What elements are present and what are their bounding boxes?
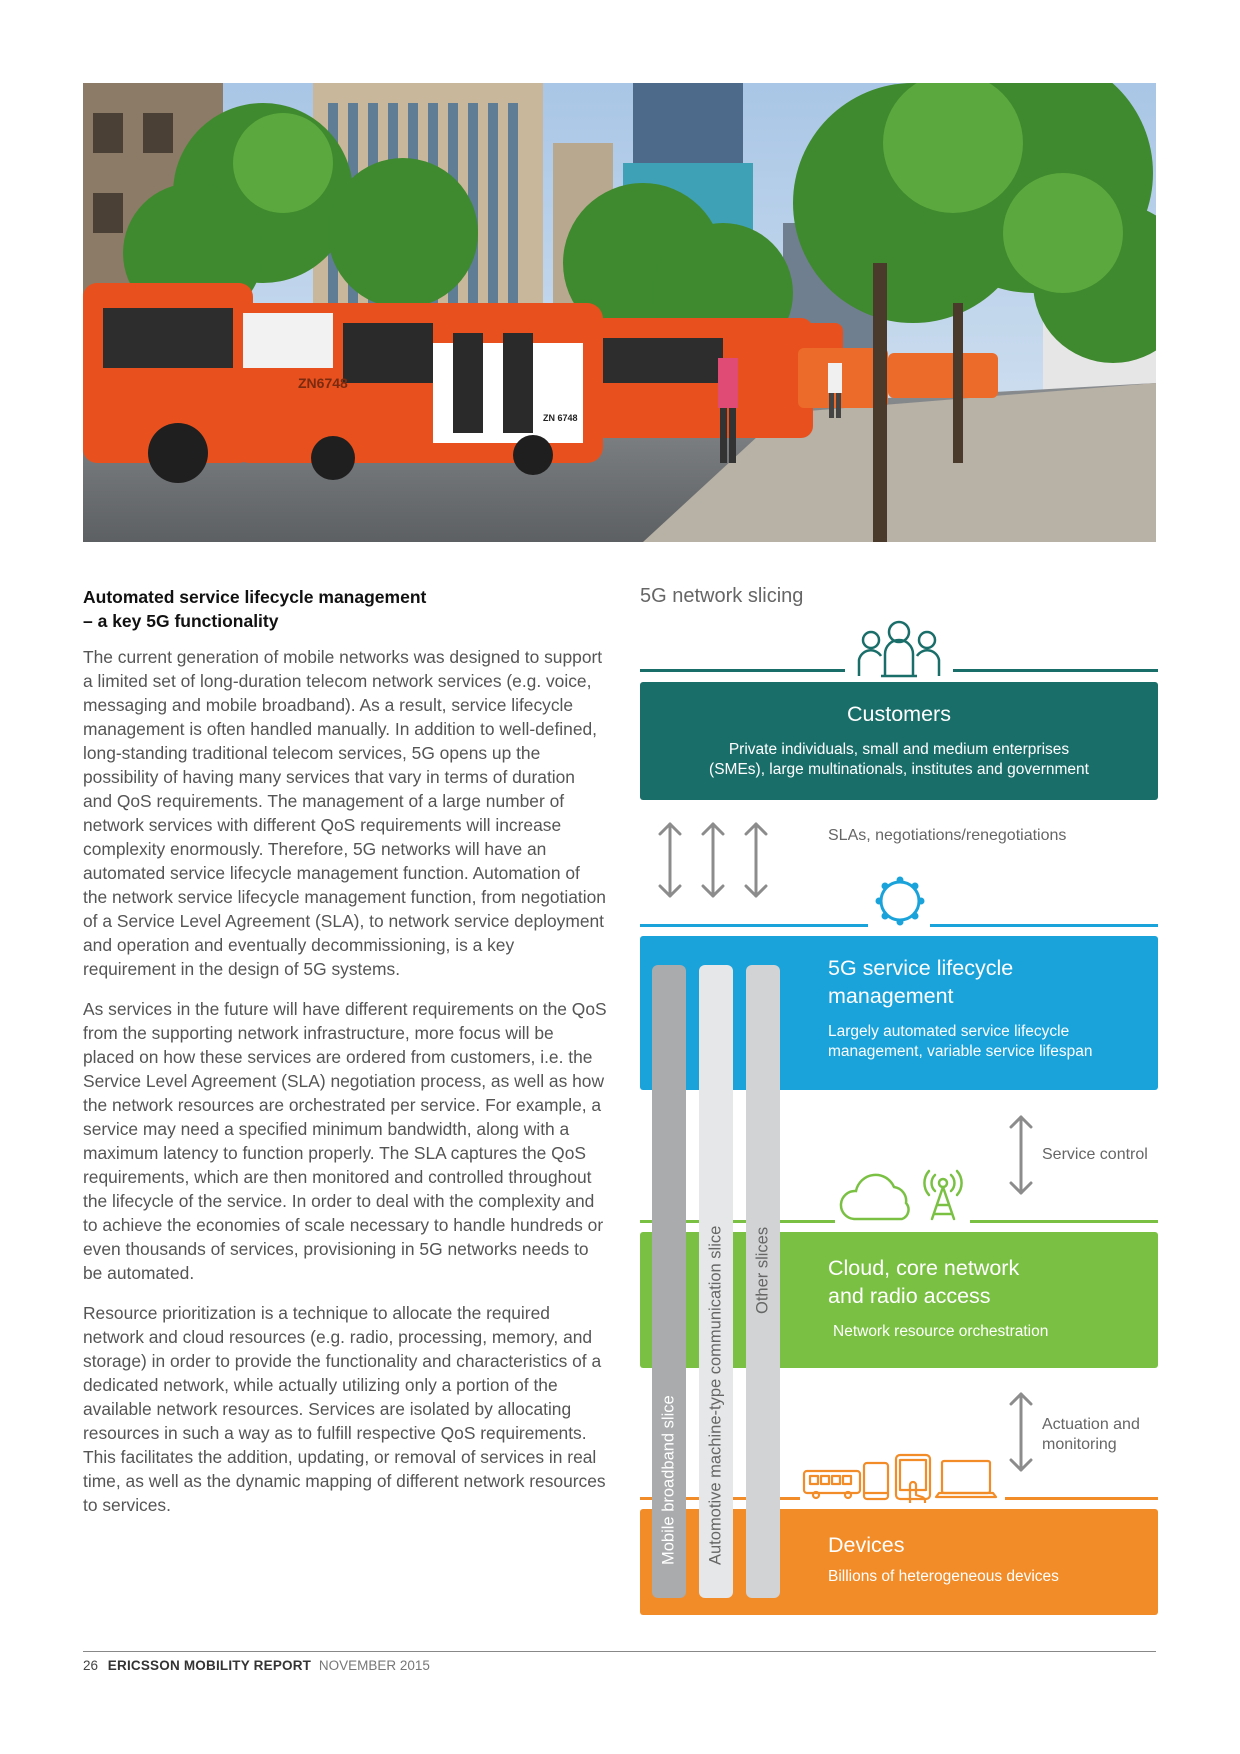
lifecycle-title-line1: 5G service lifecycle: [828, 956, 1014, 980]
network-slicing-diagram: [640, 585, 1160, 1615]
slice-other: [746, 965, 780, 1598]
laptop-icon: [936, 1461, 996, 1497]
lifecycle-subtitle-line2: management, variable service lifespan: [828, 1043, 1093, 1060]
article-column: [83, 585, 608, 1533]
devices-subtitle: Billions of heterogeneous devices: [828, 1568, 1059, 1585]
cloud-title-line1: Cloud, core network: [828, 1256, 1020, 1280]
devices-rule-right: [1005, 1497, 1158, 1500]
slice-automotive: [699, 965, 733, 1598]
lifecycle-rule-right: [930, 924, 1158, 927]
lifecycle-title-line2: management: [828, 984, 954, 1008]
article-heading: [83, 585, 608, 633]
paragraph: The current generation of mobile networks was designed to support a limited set of long-duration telecom network services (e.g. voice, messaging and mobile broadband). As a result, service lifecycle management is often handled manually. In addition to well-defined, long-standing traditional telecom services, 5G opens up the possibility of having many services that vary in terms of duration and QoS requirements. The management of a large number of network services with different QoS requirements will increase complexity enormously. Therefore, 5G networks will have an automated service lifecycle management function. Automation of the network service lifecycle management function, from negotiation of a Service Level Agreement (SLA), to network service deployment and operation and eventually decommissioning, is a key requirement in the design of 5G systems.: [83, 647, 606, 979]
lifecycle-rule-left: [640, 924, 868, 927]
actuation-label-line2: monitoring: [1042, 1436, 1117, 1453]
report-title: ERICSSON MOBILITY REPORT: [107, 1658, 312, 1673]
service-control-arrow-icon: [1006, 1113, 1036, 1197]
customers-subtitle-line2: (SMEs), large multinationals, institutes and government: [709, 761, 1089, 778]
customers-rule-right: [953, 669, 1158, 672]
sla-arrows-icon: [658, 820, 768, 900]
people-icon: [853, 618, 945, 678]
slice-label: Other slices: [753, 1226, 772, 1314]
service-control-label: Service control: [1042, 1146, 1148, 1163]
slice-mobile-broadband: [652, 965, 686, 1598]
customers-rule-left: [640, 669, 845, 672]
customers-title: Customers: [847, 702, 951, 726]
lifecycle-title: [828, 954, 1013, 1010]
report-date: NOVEMBER 2015: [318, 1658, 430, 1673]
cloud-rule-right: [970, 1220, 1158, 1223]
photo-illustration: [83, 83, 1156, 542]
street-bus-photo: [83, 83, 1156, 542]
gear-icon: [874, 875, 926, 927]
cloud-subtitle: Network resource orchestration: [833, 1323, 1049, 1340]
tablet-icon: [896, 1455, 930, 1503]
sla-label: SLAs, negotiations/renegotiations: [828, 827, 1067, 844]
cloud-title: [828, 1254, 1019, 1310]
bus-plate-side: ZN 6748: [543, 413, 578, 423]
bus-icon: [804, 1471, 860, 1498]
actuation-label: [1042, 1415, 1140, 1455]
paragraph: As services in the future will have different requirements on the QoS from the supporting network infrastructure, more focus will be placed on how these services are ordered from customers, i.e. the Service Level Agreement (SLA) negotiation process, as well as how the network resources are orchestrated per service. For example, a service may need a specified minimum bandwidth, along with a maximum latency to function properly. The SLA captures the QoS requirements, which are then monitored and controlled throughout the lifecycle of the service. In order to deal with the complexity and to achieve the economies of scale necessary to handle hundreds or even thousands of services, provisioning in 5G networks needs to be automated.: [83, 999, 607, 1283]
slice-label: Mobile broadband slice: [659, 1395, 678, 1565]
article-heading-line1: Automated service lifecycle management: [83, 587, 427, 607]
slice-label: Automotive machine-type communication slice: [706, 1225, 725, 1565]
cloud-icon: [838, 1173, 916, 1223]
cloud-title-line2: and radio access: [828, 1284, 991, 1308]
footer-rule: [83, 1651, 1156, 1652]
actuation-arrow-icon: [1006, 1390, 1036, 1474]
antenna-icon: [918, 1169, 968, 1221]
bus-plate-front: ZN6748: [298, 375, 348, 391]
paragraph: Resource prioritization is a technique to allocate the required network and cloud resources (e.g. radio, processing, memory, and storage) in order to provide the functionality and characteristics of a dedicated network, while actually utilizing only a portion of the available network resources. Services are isolated by allocating resources in such a way as to fulfill respective QoS requirements. This facilitates the addition, updating, or removal of services in real time, as well as the dynamic mapping of different network resources to services.: [83, 1303, 606, 1515]
diagram-title: 5G network slicing: [640, 585, 804, 607]
device-icons: [802, 1451, 1002, 1503]
lifecycle-subtitle: [828, 1022, 1093, 1062]
article-heading-line2: – a key 5G functionality: [83, 611, 279, 631]
actuation-label-line1: Actuation and: [1042, 1416, 1140, 1433]
devices-title: Devices: [828, 1533, 905, 1557]
customers-subtitle: [640, 740, 1158, 780]
phone-icon: [864, 1463, 888, 1499]
page-footer: [83, 1658, 430, 1673]
lifecycle-subtitle-line1: Largely automated service lifecycle: [828, 1023, 1070, 1040]
customers-band: [640, 682, 1158, 800]
customers-subtitle-line1: Private individuals, small and medium enterprises: [728, 741, 1070, 758]
page-number: 26: [83, 1658, 99, 1673]
